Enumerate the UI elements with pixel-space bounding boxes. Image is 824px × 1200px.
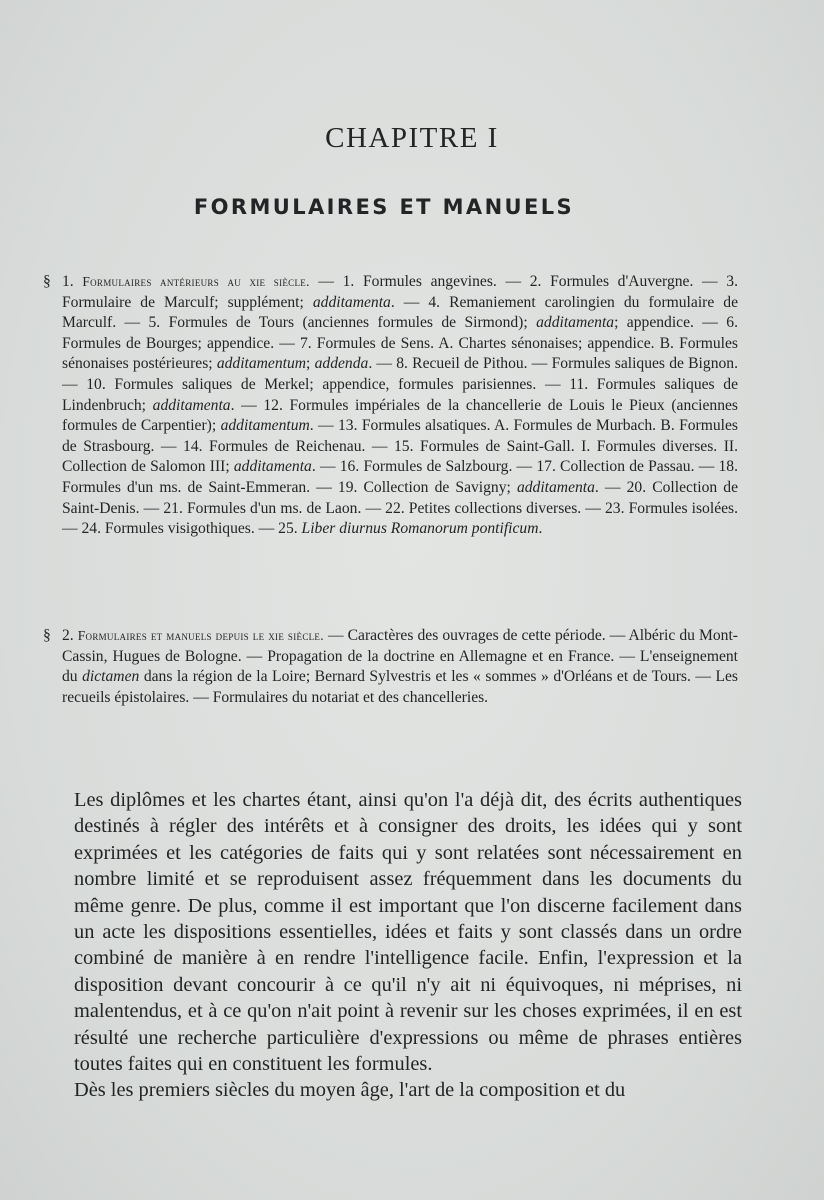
italic-run: additamenta bbox=[516, 478, 595, 496]
main-text bbox=[74, 787, 742, 1104]
text-run: — Caractères des ouvrages de cette période. — Albéric du Mont-Cassin, Hugues de Bologne. — Propagation de la doctrine en Allemagne et en France. — L'enseignement du bbox=[62, 627, 738, 686]
section-2-summary bbox=[43, 626, 738, 708]
italic-run: additamenta bbox=[233, 458, 312, 476]
chapter-title: FORMULAIRES ET MANUELS bbox=[193, 195, 575, 219]
text-run: . — 16. Formules de Salzbourg. — 17. Collection de Passau. — 18. Formules d'un ms. de Saint-Emmeran. — 19. Collection de Savigny; bbox=[62, 458, 738, 496]
section-number: 2. bbox=[62, 627, 74, 644]
section-heading: Formulaires antérieurs au xie siècle. bbox=[82, 274, 310, 289]
text-run: . — 13. Formules alsatiques. A. Formules de Murbach. B. Formules de Strasbourg. — 14. Formules de Reichenau. — 15. Formules de Saint-Gall. I. Formules diverses. II. Collection de Salomon III; bbox=[62, 417, 738, 476]
italic-run: addenda bbox=[314, 355, 369, 373]
italic-run: Liber diurnus Romanorum pontificum bbox=[301, 520, 539, 538]
text-run: . — 20. Collection de Saint-Denis. — 21. Formules d'un ms. de Laon. — 22. Petites collections diverses. — 23. Formules isolées. — 24. Formules visigothiques. — 25. bbox=[62, 478, 739, 538]
section-sign: § bbox=[43, 273, 51, 290]
text-run: ; appendice. — 6. Formules de Bourges; appendice. — 7. Formules de Sens. A. Chartes sénonaises; appendice. B. Formules sénonaises postérieures; bbox=[62, 314, 738, 373]
text-run: . — 12. Formules impériales de la chancellerie de Louis le Pieux (anciennes formules de Carpentier); bbox=[62, 396, 738, 435]
italic-run: additamentum bbox=[220, 417, 310, 435]
italic-run: additamenta bbox=[536, 314, 615, 332]
section-1-text bbox=[62, 273, 738, 537]
text-run: . — 4. Remaniement carolingien du formulaire de Marculf. — 5. Formules de Tours (anciennes formules de Sirmond); bbox=[62, 293, 738, 332]
text-run: . — 8. Recueil de Pithou. — Formules saliques de Bignon. — 10. Formules saliques de Merkel; appendice, formules parisiennes. — 11. Formules saliques de Lindenbruch; bbox=[62, 355, 738, 414]
section-heading: Formulaires et manuels depuis le xie siècle. bbox=[77, 628, 324, 643]
text-run: . bbox=[538, 520, 543, 538]
italic-run: additamentum bbox=[216, 355, 307, 373]
section-1-summary bbox=[43, 272, 739, 540]
paragraph: Les diplômes et les chartes étant, ainsi qu'on l'a déjà dit, des écrits authentiques destinés à régler des intérêts et à consigner des droits, les idées qui y sont exprimées et les catégories de faits qui y sont relatées sont nécessairement en nombre limité et se reproduisent assez fréquemment dans les documents du même genre. De plus, comme il est important que l'on discerne facilement dans un acte les dispositions essentielles, idées et faits y sont classés dans un ordre combiné de manière à en rendre l'intelligence facile. Enfin, l'expression et la disposition devant concourir à ce qu'il n'y ait ni équivoques, ni méprises, ni malentendus, et à ce qu'on n'ait point à revenir sur les choses exprimées, il en est résulté une recherche particulière d'expressions ou même de phrases entières toutes faites qui en constituent les formules. bbox=[74, 789, 742, 1076]
text-run: — 1. Formules angevines. — 2. Formules d'Auvergne. — 3. Formulaire de Marculf; supplément; bbox=[62, 273, 738, 311]
italic-run: additamenta bbox=[152, 396, 231, 414]
paragraph: Dès les premiers siècles du moyen âge, l'art de la composition et du bbox=[74, 1079, 626, 1102]
italic-run: dictamen bbox=[82, 668, 140, 686]
italic-run: additamenta bbox=[312, 293, 391, 311]
text-run: dans la région de la Loire; Bernard Sylvestris et les « sommes » d'Orléans et de Tours. — Les recueils épistolaires. — Formulaires du notariat et des chancelleries. bbox=[62, 668, 738, 706]
text-run: ; bbox=[306, 355, 315, 373]
section-number: 1. bbox=[62, 273, 74, 290]
chapter-heading: CHAPITRE I bbox=[325, 122, 499, 154]
section-sign: § bbox=[43, 627, 51, 644]
